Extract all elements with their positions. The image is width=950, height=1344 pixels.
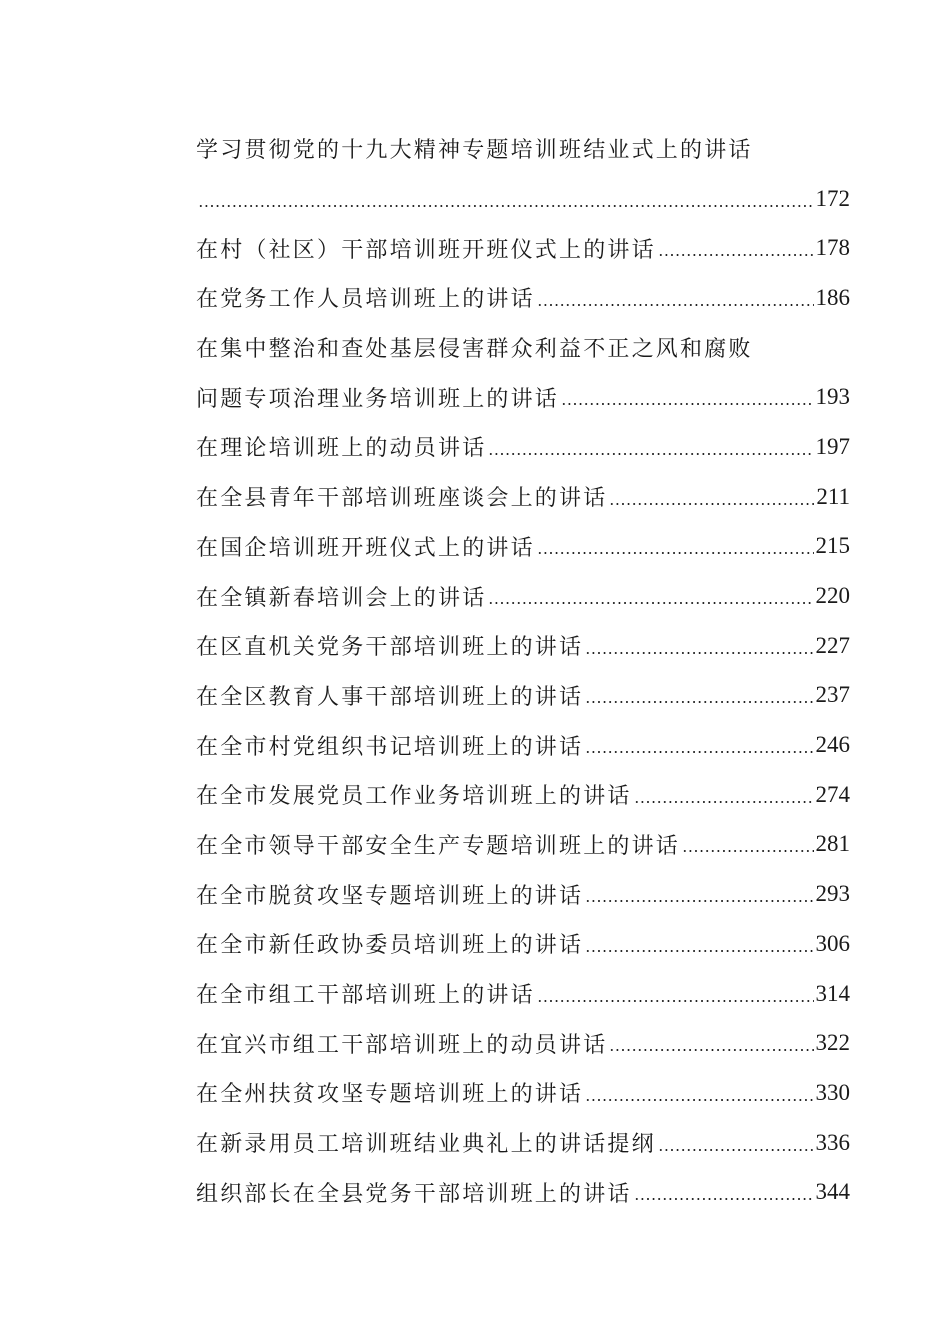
toc-entry[interactable] bbox=[196, 869, 850, 919]
toc-entry-title: 在全市组工干部培训班上的讲话 bbox=[196, 983, 535, 1009]
toc-entry-title: 在全州扶贫攻坚专题培训班上的讲话 bbox=[196, 1082, 584, 1108]
toc-line bbox=[196, 621, 850, 671]
toc-entry[interactable] bbox=[196, 422, 850, 472]
dot-leader bbox=[634, 770, 814, 820]
toc-page-number: 306 bbox=[815, 930, 850, 956]
toc-page-number: 211 bbox=[816, 483, 850, 509]
toc-entry[interactable] bbox=[196, 969, 850, 1019]
toc-entry-title: 在全市脱贫攻坚专题培训班上的讲话 bbox=[196, 883, 584, 909]
toc-page-number: 172 bbox=[815, 185, 850, 211]
toc-line bbox=[196, 323, 850, 373]
toc-page-number: 178 bbox=[815, 235, 850, 261]
toc-entry-title: 在全镇新春培训会上的讲话 bbox=[196, 585, 487, 611]
toc-entry[interactable] bbox=[196, 472, 850, 522]
toc-entry-title: 在新录用员工培训班结业典礼上的讲话提纲 bbox=[196, 1132, 656, 1158]
dot-leader bbox=[585, 621, 813, 671]
toc-line bbox=[196, 422, 850, 472]
dot-leader bbox=[682, 820, 813, 870]
toc-line bbox=[196, 1167, 850, 1217]
toc-page-number: 344 bbox=[815, 1179, 850, 1205]
dot-leader bbox=[585, 671, 813, 721]
toc-entry[interactable] bbox=[196, 124, 850, 223]
dot-leader bbox=[561, 372, 813, 422]
dot-leader bbox=[634, 1167, 814, 1217]
dot-leader bbox=[585, 1068, 813, 1118]
dot-leader bbox=[537, 273, 814, 323]
toc-entry[interactable] bbox=[196, 1068, 850, 1118]
toc-line bbox=[196, 223, 850, 273]
toc-page-number: 237 bbox=[815, 682, 850, 708]
toc-page-number: 274 bbox=[815, 781, 850, 807]
toc-line bbox=[196, 1118, 850, 1168]
toc-entry-title: 在全区教育人事干部培训班上的讲话 bbox=[196, 684, 584, 710]
toc-entry-title: 在全县青年干部培训班座谈会上的讲话 bbox=[196, 486, 608, 512]
toc-line bbox=[196, 522, 850, 572]
dot-leader bbox=[658, 223, 814, 273]
toc-line bbox=[196, 571, 850, 621]
toc-page-number: 193 bbox=[815, 384, 850, 410]
toc-line bbox=[196, 919, 850, 969]
toc-entry[interactable] bbox=[196, 1018, 850, 1068]
toc-line bbox=[196, 472, 850, 522]
dot-leader bbox=[609, 472, 814, 522]
toc-entry[interactable] bbox=[196, 621, 850, 671]
toc-entry-title: 在集中整治和查处基层侵害群众利益不正之风和腐败 bbox=[196, 337, 753, 363]
toc-entry-title: 在全市新任政协委员培训班上的讲话 bbox=[196, 933, 584, 959]
dot-leader bbox=[585, 720, 813, 770]
toc-entry[interactable] bbox=[196, 273, 850, 323]
toc-entry[interactable] bbox=[196, 919, 850, 969]
toc-entry-title: 在宜兴市组工干部培训班上的动员讲话 bbox=[196, 1032, 608, 1058]
toc-page-number: 330 bbox=[815, 1079, 850, 1105]
toc-entry[interactable] bbox=[196, 522, 850, 572]
toc-entry-title: 学习贯彻党的十九大精神专题培训班结业式上的讲话 bbox=[196, 138, 753, 164]
toc-page-number: 314 bbox=[815, 980, 850, 1006]
toc-page-number: 215 bbox=[815, 533, 850, 559]
toc-page-number: 293 bbox=[815, 881, 850, 907]
toc-entry-title: 在区直机关党务干部培训班上的讲话 bbox=[196, 635, 584, 661]
toc-entry-title: 组织部长在全县党务干部培训班上的讲话 bbox=[196, 1181, 632, 1207]
toc-entry-title: 在党务工作人员培训班上的讲话 bbox=[196, 287, 535, 313]
toc-page-number: 186 bbox=[815, 284, 850, 310]
toc-line bbox=[196, 770, 850, 820]
toc-line bbox=[196, 1018, 850, 1068]
toc-line bbox=[196, 273, 850, 323]
toc-entry-title: 在理论培训班上的动员讲话 bbox=[196, 436, 487, 462]
dot-leader bbox=[658, 1118, 814, 1168]
toc-entry[interactable] bbox=[196, 720, 850, 770]
table-of-contents bbox=[196, 124, 850, 1217]
toc-entry-title: 问题专项治理业务培训班上的讲话 bbox=[196, 386, 560, 412]
toc-line bbox=[196, 174, 850, 224]
toc-line bbox=[196, 969, 850, 1019]
dot-leader bbox=[537, 969, 814, 1019]
toc-page-number: 220 bbox=[815, 583, 850, 609]
toc-entry[interactable] bbox=[196, 323, 850, 422]
dot-leader bbox=[488, 571, 813, 621]
toc-entry[interactable] bbox=[196, 770, 850, 820]
toc-line bbox=[196, 720, 850, 770]
toc-entry[interactable] bbox=[196, 671, 850, 721]
toc-entry[interactable] bbox=[196, 223, 850, 273]
dot-leader bbox=[585, 919, 813, 969]
dot-leader bbox=[198, 174, 814, 224]
toc-entry[interactable] bbox=[196, 571, 850, 621]
toc-entry-title: 在全市村党组织书记培训班上的讲话 bbox=[196, 734, 584, 760]
toc-page-number: 246 bbox=[815, 732, 850, 758]
toc-line bbox=[196, 372, 850, 422]
dot-leader bbox=[609, 1018, 813, 1068]
toc-line bbox=[196, 820, 850, 870]
toc-entry-title: 在国企培训班开班仪式上的讲话 bbox=[196, 535, 535, 561]
toc-page-number: 336 bbox=[815, 1129, 850, 1155]
toc-entry[interactable] bbox=[196, 1167, 850, 1217]
toc-page-number: 322 bbox=[815, 1030, 850, 1056]
toc-entry[interactable] bbox=[196, 1118, 850, 1168]
toc-line bbox=[196, 124, 850, 174]
toc-entry-title: 在全市领导干部安全生产专题培训班上的讲话 bbox=[196, 833, 681, 859]
toc-entry-title: 在全市发展党员工作业务培训班上的讲话 bbox=[196, 784, 632, 810]
toc-entry-title: 在村（社区）干部培训班开班仪式上的讲话 bbox=[196, 237, 656, 263]
toc-line bbox=[196, 869, 850, 919]
dot-leader bbox=[537, 522, 814, 572]
toc-line bbox=[196, 671, 850, 721]
toc-entry[interactable] bbox=[196, 820, 850, 870]
toc-line bbox=[196, 1068, 850, 1118]
toc-page-number: 281 bbox=[815, 831, 850, 857]
dot-leader bbox=[585, 869, 813, 919]
dot-leader bbox=[488, 422, 813, 472]
toc-page-number: 227 bbox=[815, 632, 850, 658]
toc-page-number: 197 bbox=[815, 433, 850, 459]
